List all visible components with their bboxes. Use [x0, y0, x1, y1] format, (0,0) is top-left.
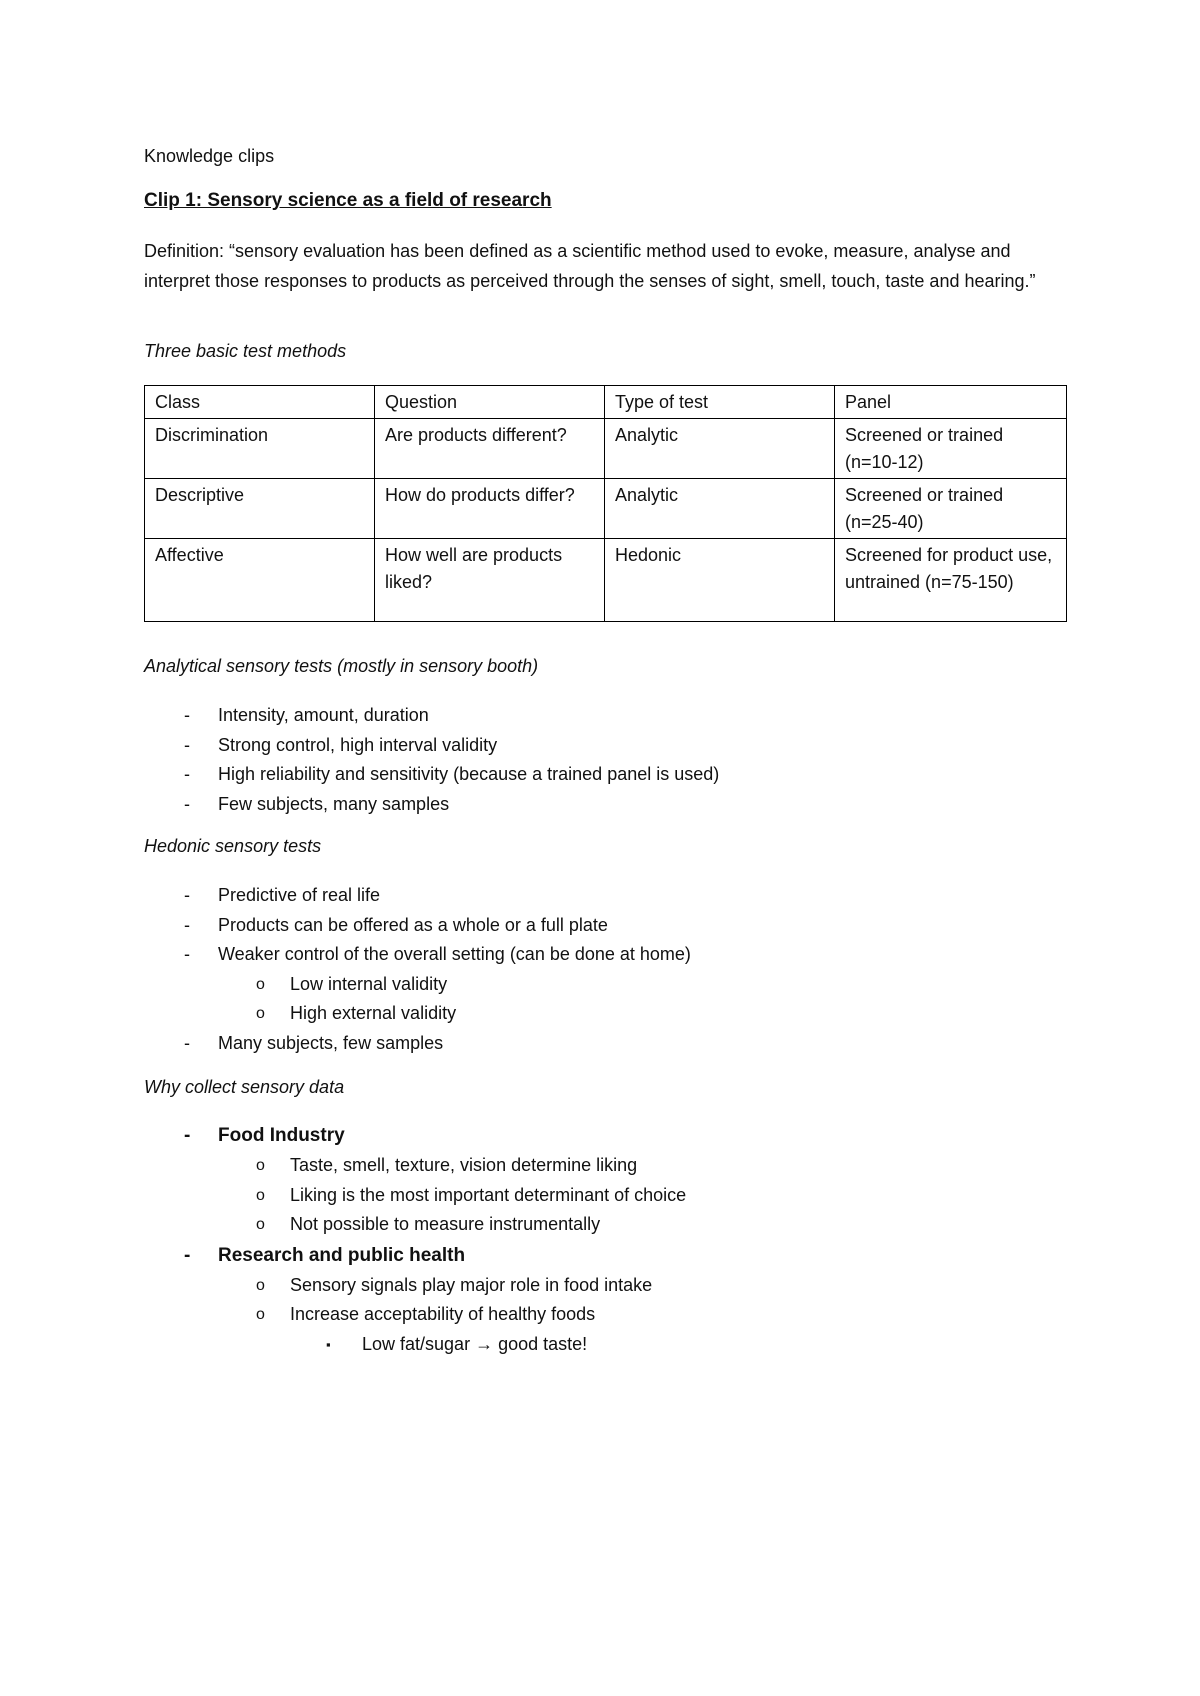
list-subitem: o Low internal validity: [256, 973, 448, 994]
table-cell: How do products differ?: [375, 479, 605, 539]
table-cell: Screened or trained (n=25-40): [835, 479, 1067, 539]
list-item: - Strong control, high interval validity: [184, 734, 498, 755]
table-cell: Discrimination: [145, 419, 375, 479]
table-cell: Screened for product use, untrained (n=75-150): [835, 539, 1067, 622]
list-subitem: o Taste, smell, texture, vision determine liking: [256, 1155, 638, 1175]
header-class: Class: [145, 386, 375, 419]
analytical-list: [144, 701, 719, 819]
list-item: - Intensity, amount, duration: [184, 705, 429, 725]
methods-title: Three basic test methods: [144, 341, 347, 361]
list-subitem: o High external validity: [256, 1003, 457, 1023]
table-cell: How well are products liked?: [375, 539, 605, 622]
list-item: - High reliability and sensitivity (because a trained panel is used): [184, 764, 720, 784]
list-subitem: o Not possible to measure instrumentally: [256, 1214, 601, 1234]
list-item: - Weaker control of the overall setting (can be done at home): [184, 944, 691, 964]
hedonic-list: [144, 881, 691, 1058]
list-item: - Products can be offered as a whole or a full plate: [184, 914, 608, 935]
table-cell: Analytic: [605, 419, 835, 479]
list-item: - Many subjects, few samples: [184, 1032, 444, 1053]
table-row: [145, 479, 1067, 539]
table-cell: Screened or trained (n=10-12): [835, 419, 1067, 479]
list-subitem: o Increase acceptability of healthy foods: [256, 1304, 596, 1324]
list-item-research: - Research and public health: [184, 1244, 466, 1266]
analytical-title: Analytical sensory tests (mostly in sensory booth): [144, 656, 539, 676]
list-subsubitem: ▪ Low fat/sugar → good taste!: [326, 1333, 588, 1354]
test-methods-table: [144, 385, 1067, 622]
definition-paragraph: Definition: “sensory evaluation has been defined as a scientific method used to evoke, measure, analyse and interpret those responses to products as perceived through the senses of sight, smell, touch, taste and hearing.”: [144, 241, 1036, 291]
list-subitem: o Sensory signals play major role in food intake: [256, 1274, 653, 1295]
list-item: - Few subjects, many samples: [184, 793, 450, 814]
table-cell: Descriptive: [145, 479, 375, 539]
table-cell: Hedonic: [605, 539, 835, 622]
hedonic-title: Hedonic sensory tests: [144, 836, 322, 856]
header-panel: Panel: [835, 386, 1067, 419]
document-title: Knowledge clips: [144, 146, 275, 166]
table-row: [145, 539, 1067, 622]
list-item-food-industry: - Food Industry: [184, 1125, 345, 1146]
table-row: [145, 419, 1067, 479]
list-item: - Predictive of real life: [184, 885, 381, 905]
header-question: Question: [375, 386, 605, 419]
why-title: Why collect sensory data: [144, 1077, 345, 1097]
header-type-of-test: Type of test: [605, 386, 835, 419]
why-list: [144, 1120, 686, 1359]
table-header-row: [145, 386, 1067, 419]
list-subitem: o Liking is the most important determinant of choice: [256, 1184, 687, 1205]
table-cell: Analytic: [605, 479, 835, 539]
table-cell: Are products different?: [375, 419, 605, 479]
table-cell: Affective: [145, 539, 375, 622]
clip-heading: Clip 1: Sensory science as a field of research: [144, 190, 552, 211]
